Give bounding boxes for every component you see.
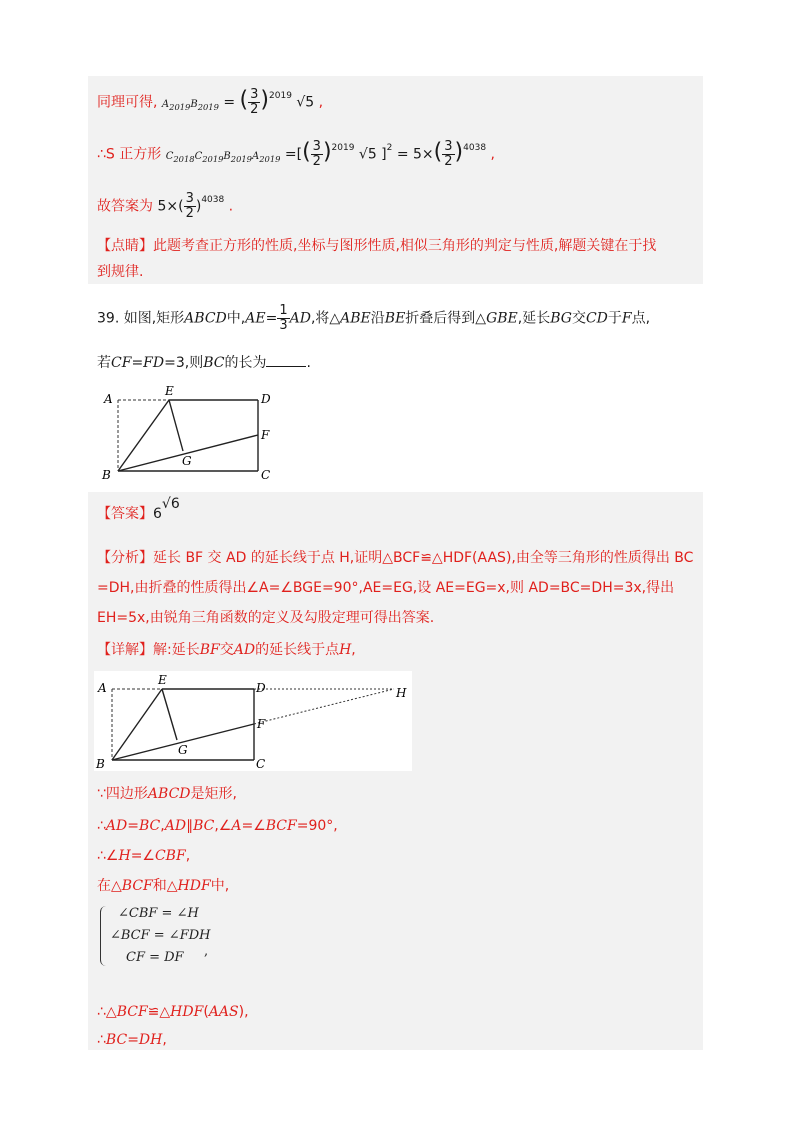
m: BC [203, 355, 225, 371]
math [162, 99, 219, 110]
v: B [223, 150, 231, 162]
label-d: D [261, 392, 271, 406]
power: 2019 [331, 142, 355, 153]
text: 同理可得, [97, 94, 158, 111]
label-c: C [256, 757, 266, 771]
numerator: 3 [185, 191, 194, 206]
t: 的延长线于点 [255, 642, 340, 658]
expr: 5×( [157, 198, 184, 215]
paren: ) [260, 87, 270, 113]
m: AD [289, 310, 311, 327]
t: ∴ [97, 818, 106, 834]
comment-line-2 [97, 262, 143, 282]
label-e: E [158, 673, 167, 687]
numerator: 3 [312, 139, 321, 154]
fraction [311, 140, 323, 169]
numerator: 1 [279, 303, 288, 318]
t: ∵四边形 [97, 786, 148, 802]
m: ABE [340, 310, 371, 327]
m: BF [199, 642, 220, 658]
analysis-line-2 [97, 578, 674, 598]
answer-value: 6 [153, 506, 162, 522]
label-g: G [182, 454, 192, 468]
proof-line-4 [97, 876, 229, 896]
comment-text: 到规律. [97, 264, 144, 280]
eq: =[ [284, 146, 303, 163]
root: √5 ] [358, 146, 387, 163]
m: BCF [265, 818, 297, 834]
power: 4038 [201, 194, 225, 205]
t: ), [238, 1004, 249, 1020]
punct: , [318, 94, 324, 111]
proof-line-5 [97, 1002, 249, 1022]
paren: ( [302, 139, 311, 165]
text: ∴S 正方形 [97, 146, 162, 163]
m: AD [164, 818, 187, 834]
eq: = 5× [396, 146, 434, 163]
label-a: A [98, 681, 107, 695]
m: F [621, 310, 632, 327]
label-c: C [261, 468, 271, 482]
solution-line-2 [97, 140, 495, 169]
sub: 2019 [197, 101, 219, 112]
m: BG [550, 310, 572, 327]
comment-tag: 【点睛】 [97, 238, 153, 254]
t: , [160, 818, 165, 834]
system-end: , [204, 944, 209, 959]
detail-line [97, 640, 356, 660]
m: HDF [177, 878, 211, 894]
proof-line-1 [97, 784, 237, 804]
m: BE [384, 310, 406, 327]
paren: ) [195, 198, 202, 215]
power: 2019 [269, 90, 292, 101]
m: CF [111, 355, 132, 371]
denominator: 2 [250, 102, 259, 117]
t: ( [203, 1004, 209, 1020]
system-eq-1: ∠CBF = ∠H [118, 906, 199, 921]
t: , [351, 642, 356, 658]
t: ∴△ [97, 1004, 117, 1020]
fraction [442, 140, 454, 169]
analysis-line-3 [97, 608, 434, 628]
m: AD [105, 818, 128, 834]
analysis-text: =DH,由折叠的性质得出∠A=∠BGE=90°,AE=EG,设 AE=EG=x,则 AD=BC=DH=3x,得出 [97, 580, 675, 596]
t: 沿 [370, 310, 385, 327]
answer-root: √6 [161, 496, 180, 512]
solution-line-1 [97, 88, 323, 117]
t: 若 [97, 355, 111, 371]
t: 如图,矩形 [123, 310, 185, 327]
numerator: 3 [444, 139, 453, 154]
t: 的长为 [224, 355, 267, 371]
text: 故答案为 [97, 198, 153, 215]
m: CD [585, 310, 608, 327]
t: 和△ [152, 878, 178, 894]
label-f: F [261, 428, 270, 442]
label-a: A [104, 392, 113, 406]
m: DH [138, 1032, 163, 1048]
m: H [118, 848, 131, 864]
s: 2019 [230, 153, 252, 164]
m: ABCD [147, 786, 191, 802]
m: H [339, 642, 352, 658]
paren: ) [322, 139, 332, 165]
figure-rectangle-fold [96, 383, 296, 483]
punct: , [490, 146, 495, 163]
analysis-text: 延长 BF 交 AD 的延长线于点 H,证明△BCF≌△HDF(AAS),由全等三角形的性质得出 BC [153, 550, 694, 566]
label-d: D [256, 681, 266, 695]
m: HDF [170, 1004, 204, 1020]
label-g: G [178, 743, 188, 757]
m: GBE [486, 310, 518, 327]
m: AAS [208, 1004, 239, 1020]
m: BC [105, 1032, 128, 1048]
t: =3,则 [164, 355, 204, 371]
t: 于 [607, 310, 622, 327]
question-line-2 [97, 352, 311, 373]
power: 4038 [463, 142, 487, 153]
label-h: H [396, 686, 407, 700]
answer-tag: 【答案】 [97, 506, 153, 522]
fraction [248, 88, 260, 117]
t: =90°, [296, 818, 338, 834]
t: . [306, 355, 311, 371]
root: √5 [296, 94, 315, 111]
t: 是矩形, [190, 786, 237, 802]
t: =∠ [130, 848, 155, 864]
m: BC [139, 818, 161, 834]
t: ,将△ [310, 310, 341, 327]
eq: = [223, 94, 236, 111]
t: ∴∠ [97, 848, 119, 864]
s: 2019 [202, 153, 224, 164]
system-brace [100, 906, 107, 966]
solution-panel-bottom [88, 492, 703, 1050]
denominator: 2 [444, 154, 453, 169]
m: ABCD [184, 310, 227, 327]
punct: . [228, 198, 234, 215]
m: CBF [154, 848, 186, 864]
t: 交 [571, 310, 586, 327]
label-f: F [257, 717, 266, 731]
paren: ( [433, 139, 443, 165]
comment-text: 此题考查正方形的性质,坐标与图形性质,相似三角形的判定与性质,解题关键在于找 [153, 238, 657, 254]
m: BCF [121, 878, 153, 894]
t: 中, [226, 310, 246, 327]
figure-extended [94, 671, 412, 771]
analysis-tag: 【分析】 [97, 550, 153, 566]
fraction [184, 192, 196, 221]
question-line-1 [97, 304, 650, 333]
proof-line-3 [97, 846, 190, 866]
m: BC [193, 818, 215, 834]
t: ∥ [186, 818, 194, 834]
m: BCF [116, 1004, 148, 1020]
system-eq-2: ∠BCF = ∠FDH [110, 928, 211, 943]
paren: ( [239, 87, 249, 113]
numerator: 3 [250, 87, 259, 102]
t: 解:延长 [153, 642, 200, 658]
answer-blank [266, 352, 306, 367]
m: AD [233, 642, 256, 658]
var-b: B [190, 98, 198, 110]
label-e: E [165, 384, 174, 398]
t: 在△ [97, 878, 122, 894]
t: 中, [210, 878, 230, 894]
analysis-text: EH=5x,由锐角三角函数的定义及勾股定理可得出答案. [97, 610, 435, 626]
t: =∠ [241, 818, 266, 834]
m: A [231, 818, 242, 834]
t: , [185, 848, 191, 864]
proof-line-6 [97, 1030, 167, 1050]
t: ,∠ [214, 818, 232, 834]
t: 折叠后得到△ [405, 310, 487, 327]
question-number: 39. [97, 310, 120, 327]
label-b: B [102, 468, 111, 482]
t: = [127, 818, 139, 834]
v: A [251, 150, 260, 162]
sub: 2019 [169, 101, 191, 112]
v: C [194, 150, 203, 162]
s: 2019 [259, 153, 281, 164]
denominator: 2 [312, 154, 321, 169]
denominator: 2 [185, 206, 194, 221]
math [166, 151, 281, 162]
figure-background [94, 671, 412, 771]
t: = [131, 355, 144, 371]
t: 交 [219, 642, 234, 658]
fraction [277, 304, 289, 333]
paren: ) [454, 139, 464, 165]
s: 2018 [173, 153, 195, 164]
power: 2 [386, 142, 393, 153]
comment-line-1 [97, 236, 656, 256]
t: ,延长 [517, 310, 551, 327]
m: AE [245, 310, 266, 327]
t: = [127, 1032, 139, 1048]
t: ≌△ [147, 1004, 171, 1020]
analysis-line-1 [97, 548, 693, 568]
m: FD [143, 355, 165, 371]
t: , [162, 1032, 167, 1048]
proof-line-2 [97, 816, 338, 836]
t: = [265, 310, 278, 327]
edge-eg [169, 400, 183, 451]
v: C [165, 150, 174, 162]
label-b: B [96, 757, 105, 771]
system-eq-3: CF = DF [126, 950, 184, 965]
denominator: 3 [279, 318, 288, 333]
answer-line [97, 496, 180, 524]
t: ∴ [97, 1032, 106, 1048]
detail-tag: 【详解】 [97, 642, 153, 658]
t: 点, [631, 310, 651, 327]
var-a: A [161, 98, 170, 110]
solution-line-3 [97, 192, 233, 221]
